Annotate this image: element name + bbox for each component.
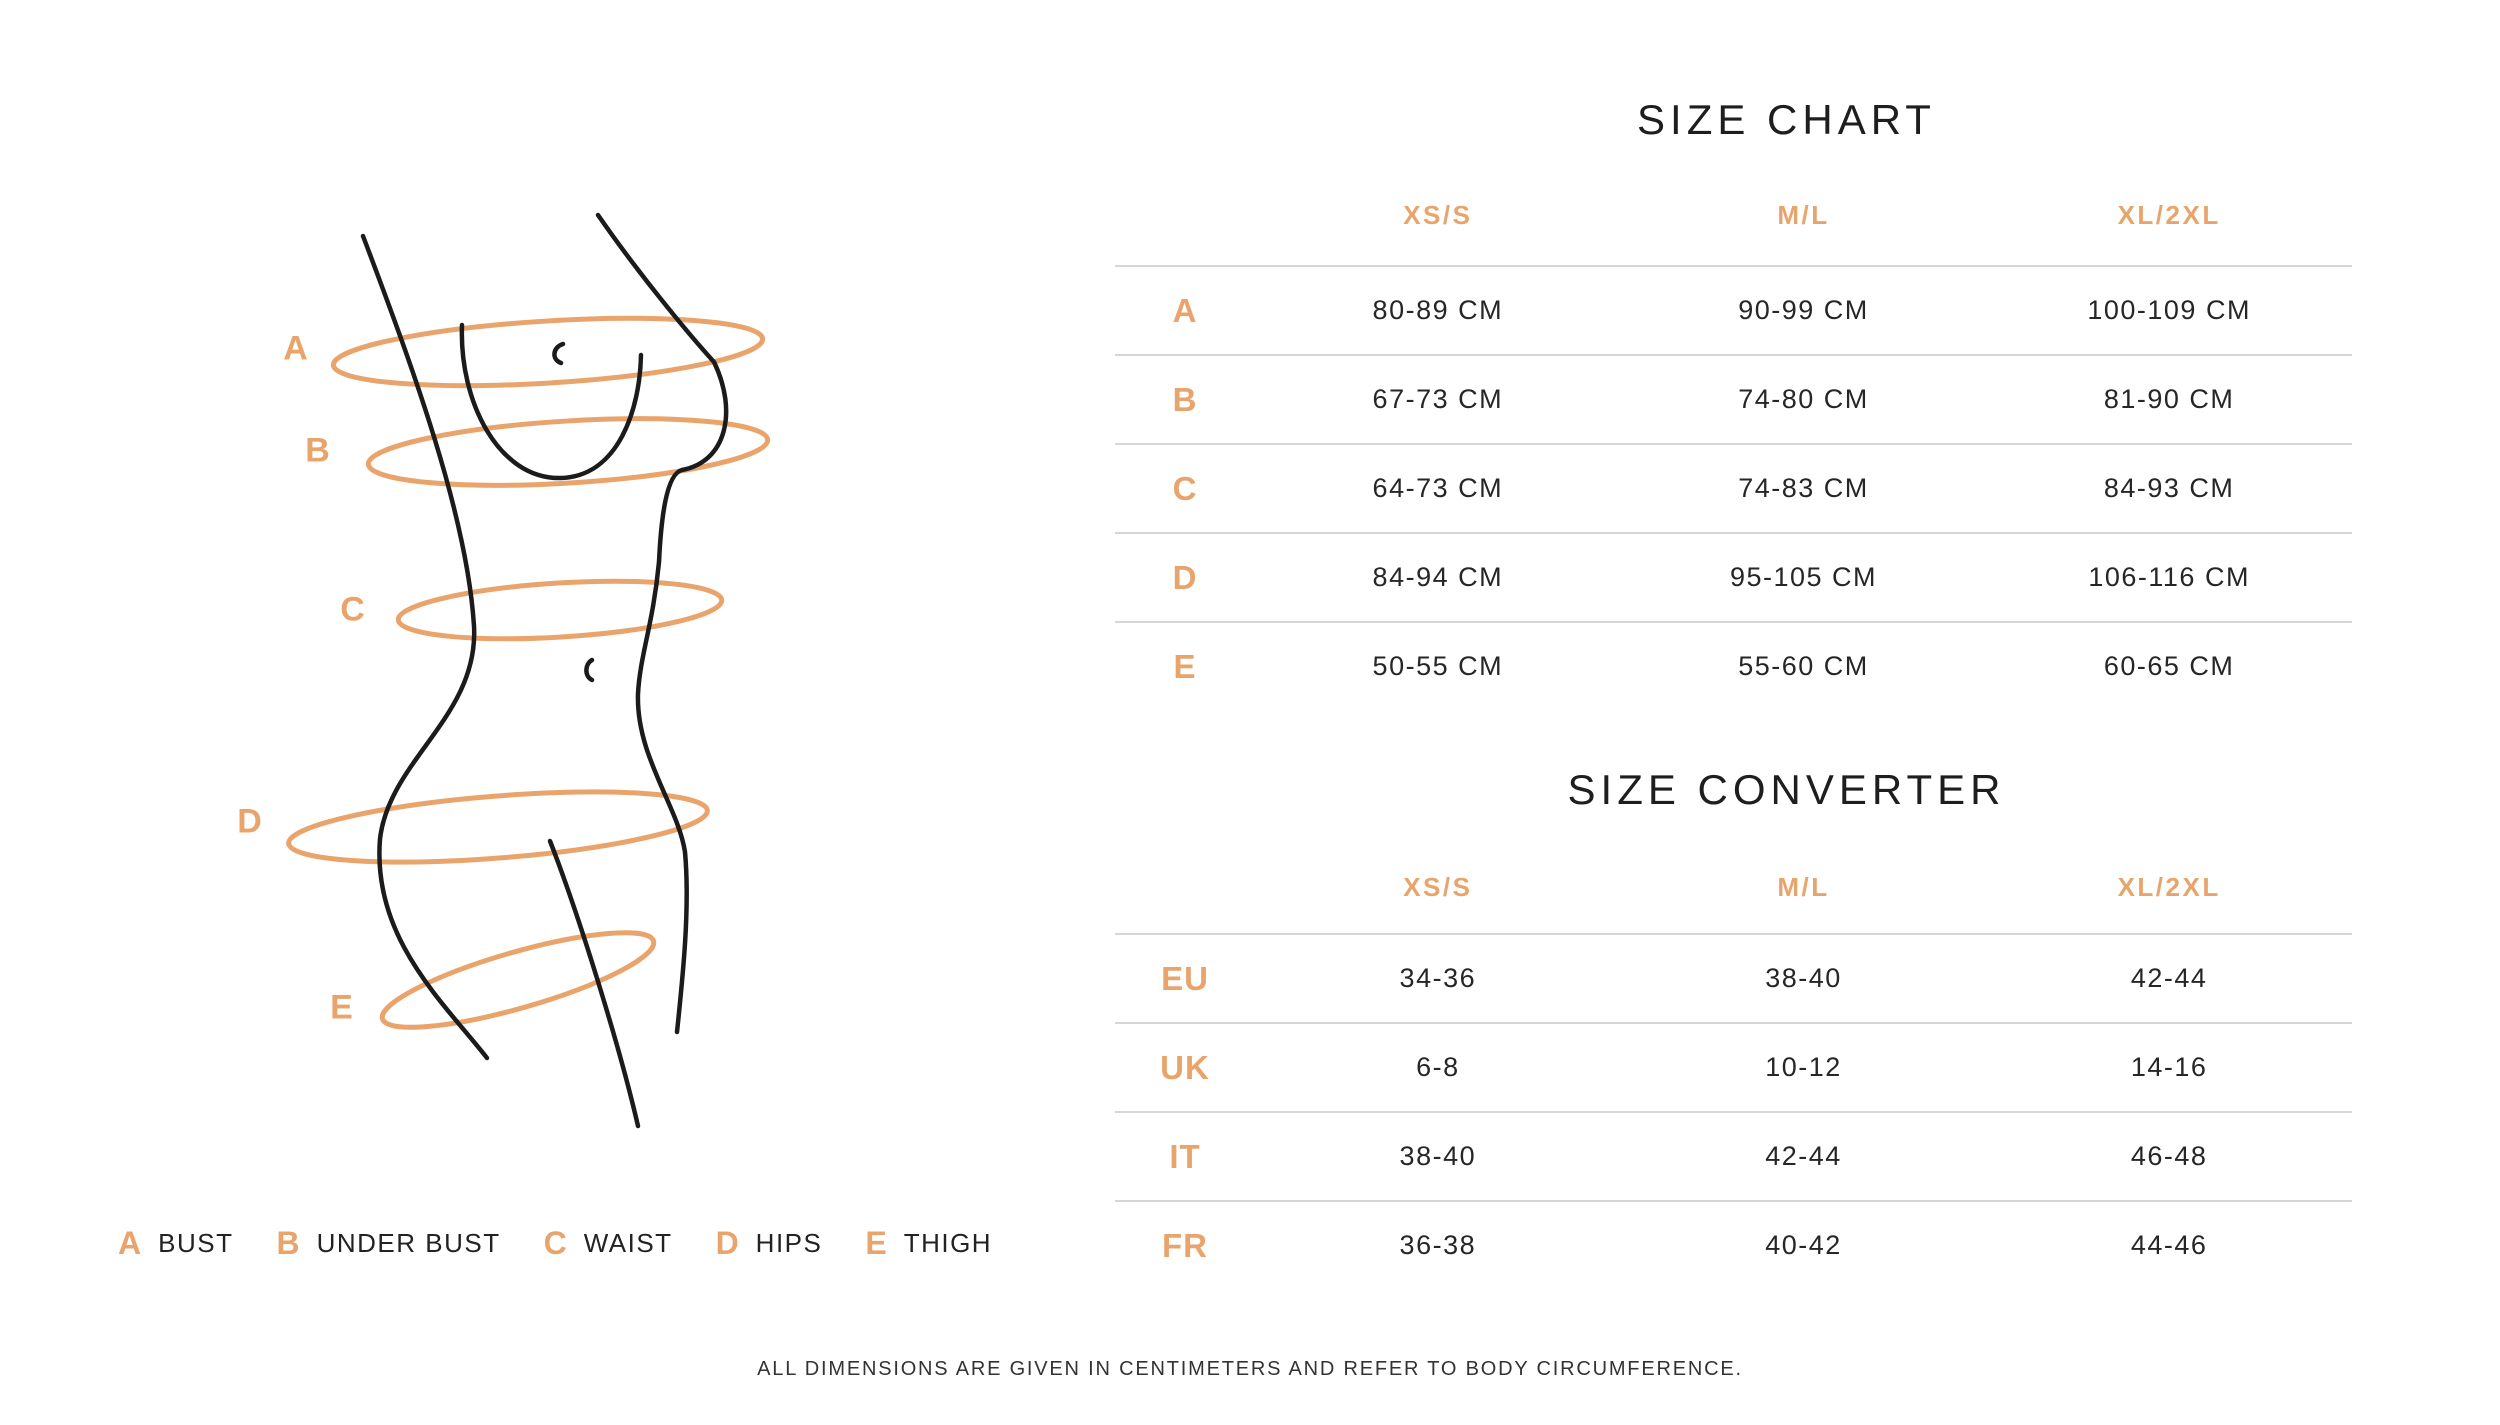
size-value: 14-16 [2130,1052,2208,1082]
legend-item-bust [118,1225,233,1262]
legend-letter: A [118,1225,142,1261]
legend-letter: B [276,1225,300,1261]
figure-point-b-label: B [305,431,331,470]
converter-header-xs-s: XS/S [1403,872,1473,902]
size-chart-row-d [1115,532,2352,621]
size-value: 55-60 CM [1738,651,1869,681]
size-value: 106-116 CM [2088,562,2250,592]
size-value: 74-83 CM [1738,473,1869,503]
size-value: 46-48 [2130,1141,2208,1171]
navel-mark [586,660,592,680]
hips-ellipse [286,780,710,875]
legend-label: THIGH [903,1228,993,1258]
row-label: IT [1169,1137,1201,1175]
column-header-m-l: M/L [1777,199,1830,230]
size-value: 84-93 CM [2103,473,2235,503]
size-value: 34-36 [1399,963,1477,993]
legend-item-hips [716,1225,823,1262]
size-converter-row-fr [1115,1200,2352,1289]
size-converter-row-eu [1115,933,2352,1022]
body-back-contour [363,236,487,1058]
row-label: B [1172,380,1198,418]
legend-item-thigh [865,1225,992,1262]
figure-point-a-label: A [283,329,309,368]
size-chart-row-a [1115,265,2352,354]
legend-label: BUST [158,1228,234,1258]
waist-ellipse [397,573,724,647]
legend-letter: D [715,1225,739,1261]
size-value: 80-89 CM [1372,295,1504,325]
legend-item-under-bust [276,1225,500,1262]
nipple-mark [554,344,563,363]
size-value: 84-94 CM [1372,562,1504,592]
body-outline-illustration [0,0,1050,1260]
row-label: D [1172,558,1198,596]
size-value: 38-40 [1399,1141,1477,1171]
row-label: EU [1161,959,1209,997]
column-header-xl-2xl: XL/2XL [2117,199,2221,230]
size-chart-row-e [1115,621,2352,710]
size-value: 67-73 CM [1372,384,1504,414]
footer-note: ALL DIMENSIONS ARE GIVEN IN CENTIMETERS AND REFER TO BODY CIRCUMFERENCE. [757,1358,1743,1380]
figure-point-d-label: D [237,802,263,841]
size-chart-title: SIZE CHART [1637,96,1936,143]
body-measurement-figure [0,0,1050,1260]
size-converter-row-it [1115,1111,2352,1200]
size-converter-row-uk [1115,1022,2352,1111]
size-value: 81-90 CM [2103,384,2235,414]
size-value: 74-80 CM [1738,384,1869,414]
size-chart-row-b [1115,354,2352,443]
size-converter-title: SIZE CONVERTER [1567,766,2006,813]
size-value: 90-99 CM [1738,295,1869,325]
size-value: 10-12 [1765,1052,1842,1082]
converter-header-m-l: M/L [1777,872,1830,902]
size-converter-header-row [1115,824,2352,933]
converter-header-xl-2xl: XL/2XL [2117,872,2221,902]
figure-point-e-label: E [330,988,354,1027]
row-label: E [1173,647,1197,685]
size-value: 6-8 [1416,1052,1460,1082]
legend-label: WAIST [583,1228,673,1258]
legend-letter: E [865,1225,887,1261]
measurement-legend [118,1221,992,1266]
size-value: 40-42 [1765,1230,1842,1260]
size-value: 36-38 [1399,1230,1477,1260]
size-value: 95-105 CM [1729,562,1878,592]
header-spacer [1115,870,1255,888]
size-value: 38-40 [1765,963,1842,993]
legend-label: HIPS [755,1228,823,1258]
size-chart-header-row [1115,165,2352,265]
size-value: 42-44 [1765,1141,1842,1171]
size-value: 64-73 CM [1372,473,1504,503]
thigh-ellipse [375,914,662,1046]
size-value: 42-44 [2130,963,2208,993]
legend-letter: C [543,1225,567,1261]
row-label: UK [1160,1048,1210,1086]
row-label: C [1172,469,1198,507]
size-value: 100-109 CM [2087,295,2251,325]
size-chart-row-c [1115,443,2352,532]
legend-item-waist [544,1225,673,1262]
breast-curve [462,325,641,478]
figure-point-c-label: C [340,590,366,629]
size-value: 50-55 CM [1372,651,1504,681]
size-value: 60-65 CM [2103,651,2235,681]
column-header-xs-s: XS/S [1403,199,1473,230]
tables-panel [1115,0,2352,1289]
row-label: FR [1162,1226,1208,1264]
legend-label: UNDER BUST [316,1228,501,1258]
row-label: A [1172,291,1198,329]
size-value: 44-46 [2130,1230,2208,1260]
